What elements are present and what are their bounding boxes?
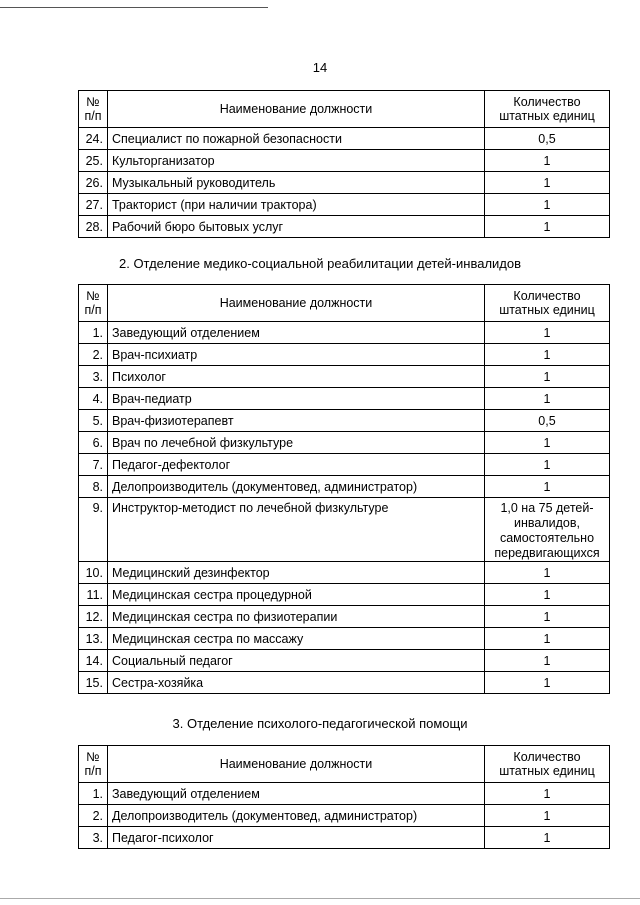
table-row — [79, 432, 610, 454]
staff-units: 1 — [485, 672, 610, 694]
section-2-title: 2. Отделение медико-социальной реабилитации детей-инвалидов — [118, 256, 522, 271]
staff-units: 1 — [485, 827, 610, 849]
row-number: 28. — [79, 216, 108, 238]
position-name: Педагог-дефектолог — [108, 454, 485, 476]
row-number: 13. — [79, 628, 108, 650]
position-name: Делопроизводитель (документовед, администратор) — [108, 476, 485, 498]
row-number: 8. — [79, 476, 108, 498]
staff-units: 1 — [485, 606, 610, 628]
position-name: Врач-психиатр — [108, 344, 485, 366]
top-rule — [0, 7, 268, 8]
table-header-row — [79, 746, 610, 783]
table-row — [79, 344, 610, 366]
section-3-title: 3. Отделение психолого-педагогической помощи — [172, 716, 468, 731]
row-number: 6. — [79, 432, 108, 454]
staff-table-1 — [78, 90, 610, 238]
row-number: 14. — [79, 650, 108, 672]
staff-table-2 — [78, 284, 610, 694]
staff-units: 1 — [485, 562, 610, 584]
header-number: № п/п — [79, 285, 108, 322]
position-name: Музыкальный руководитель — [108, 172, 485, 194]
table-row — [79, 498, 610, 562]
position-name: Заведующий отделением — [108, 783, 485, 805]
table-row — [79, 216, 610, 238]
position-name: Медицинский дезинфектор — [108, 562, 485, 584]
table-3-body — [79, 783, 610, 849]
table-1-body — [79, 128, 610, 238]
staff-units: 1 — [485, 194, 610, 216]
row-number: 1. — [79, 783, 108, 805]
row-number: 12. — [79, 606, 108, 628]
row-number: 3. — [79, 827, 108, 849]
position-name: Медицинская сестра по физиотерапии — [108, 606, 485, 628]
row-number: 24. — [79, 128, 108, 150]
table-header-row — [79, 285, 610, 322]
table-row — [79, 454, 610, 476]
staff-units: 1 — [485, 650, 610, 672]
staff-table-3 — [78, 745, 610, 849]
row-number: 15. — [79, 672, 108, 694]
table-row — [79, 606, 610, 628]
position-name: Делопроизводитель (документовед, администратор) — [108, 805, 485, 827]
row-number: 1. — [79, 322, 108, 344]
staff-units: 1 — [485, 454, 610, 476]
staff-units: 1 — [485, 628, 610, 650]
position-name: Педагог-психолог — [108, 827, 485, 849]
header-number: № п/п — [79, 91, 108, 128]
table-row — [79, 150, 610, 172]
row-number: 2. — [79, 344, 108, 366]
table-row — [79, 410, 610, 432]
position-name: Тракторист (при наличии трактора) — [108, 194, 485, 216]
row-number: 7. — [79, 454, 108, 476]
row-number: 9. — [79, 498, 108, 562]
header-staff-units: Количество штатных единиц — [485, 746, 610, 783]
header-staff-units: Количество штатных единиц — [485, 285, 610, 322]
position-name: Культорганизатор — [108, 150, 485, 172]
table-row — [79, 827, 610, 849]
page-number: 14 — [312, 60, 328, 75]
staff-units: 0,5 — [485, 128, 610, 150]
position-name: Рабочий бюро бытовых услуг — [108, 216, 485, 238]
header-position-name: Наименование должности — [108, 91, 485, 128]
staff-units: 0,5 — [485, 410, 610, 432]
table-row — [79, 322, 610, 344]
staff-units: 1,0 на 75 детей-инвалидов, самостоятельно передвигающихся — [485, 498, 610, 562]
staff-units: 1 — [485, 344, 610, 366]
position-name: Медицинская сестра по массажу — [108, 628, 485, 650]
row-number: 4. — [79, 388, 108, 410]
table-row — [79, 172, 610, 194]
row-number: 25. — [79, 150, 108, 172]
table-row — [79, 672, 610, 694]
table-row — [79, 128, 610, 150]
row-number: 5. — [79, 410, 108, 432]
table-row — [79, 366, 610, 388]
staff-units: 1 — [485, 322, 610, 344]
row-number: 10. — [79, 562, 108, 584]
bottom-rule — [0, 898, 640, 899]
header-position-name: Наименование должности — [108, 285, 485, 322]
row-number: 26. — [79, 172, 108, 194]
table-row — [79, 650, 610, 672]
header-staff-units: Количество штатных единиц — [485, 91, 610, 128]
table-row — [79, 194, 610, 216]
table-row — [79, 805, 610, 827]
table-row — [79, 628, 610, 650]
table-row — [79, 783, 610, 805]
position-name: Заведующий отделением — [108, 322, 485, 344]
position-name: Социальный педагог — [108, 650, 485, 672]
position-name: Специалист по пожарной безопасности — [108, 128, 485, 150]
table-row — [79, 476, 610, 498]
table-row — [79, 388, 610, 410]
staff-units: 1 — [485, 783, 610, 805]
row-number: 27. — [79, 194, 108, 216]
staff-units: 1 — [485, 150, 610, 172]
header-number: № п/п — [79, 746, 108, 783]
staff-units: 1 — [485, 432, 610, 454]
staff-units: 1 — [485, 172, 610, 194]
row-number: 11. — [79, 584, 108, 606]
position-name: Врач-физиотерапевт — [108, 410, 485, 432]
staff-units: 1 — [485, 366, 610, 388]
position-name: Врач-педиатр — [108, 388, 485, 410]
row-number: 3. — [79, 366, 108, 388]
staff-units: 1 — [485, 476, 610, 498]
position-name: Психолог — [108, 366, 485, 388]
position-name: Инструктор-методист по лечебной физкультуре — [108, 498, 485, 562]
table-2-body — [79, 322, 610, 694]
staff-units: 1 — [485, 805, 610, 827]
staff-units: 1 — [485, 388, 610, 410]
staff-units: 1 — [485, 584, 610, 606]
position-name: Медицинская сестра процедурной — [108, 584, 485, 606]
header-position-name: Наименование должности — [108, 746, 485, 783]
table-row — [79, 584, 610, 606]
staff-units: 1 — [485, 216, 610, 238]
position-name: Сестра-хозяйка — [108, 672, 485, 694]
table-row — [79, 562, 610, 584]
position-name: Врач по лечебной физкультуре — [108, 432, 485, 454]
table-header-row — [79, 91, 610, 128]
row-number: 2. — [79, 805, 108, 827]
